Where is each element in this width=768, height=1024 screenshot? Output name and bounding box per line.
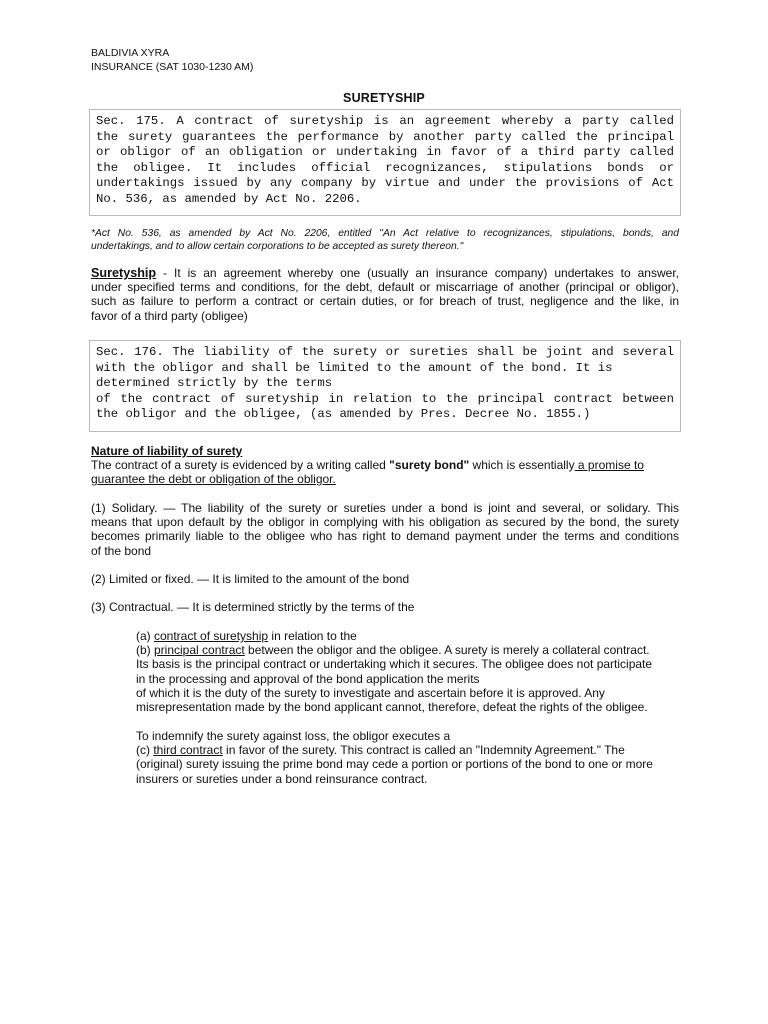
sec176-line: of the contract of suretyship in relation to the principal contract between: [96, 391, 674, 406]
principal-contract-term: principal contract: [154, 643, 245, 658]
item-b-line: in the processing and approval of the bond application the merits: [136, 671, 480, 686]
sec176-line: with the obligor and shall be limited to the amount of the bond. It is: [96, 360, 613, 375]
nature-line: [91, 458, 679, 472]
item-a-text: in relation to the: [268, 629, 357, 643]
course-info: INSURANCE (SAT 1030-1230 AM): [91, 61, 254, 73]
limited-line: (2) Limited or fixed. — It is limited to the amount of the bond: [91, 572, 410, 586]
note-line: *Act No. 536, as amended by Act No. 2206, entitled "An Act relative to recognizances, stipulations, bonds, and: [91, 228, 679, 239]
solidary-line: means that upon default by the obligor in complying with his obligation as secured by the bond, the surety: [91, 515, 679, 530]
act-footnote: [91, 227, 679, 253]
limited-paragraph: [91, 572, 679, 586]
solidary-line: becomes primarily liable to the obligee who has right to demand payment under the terms and conditions: [91, 529, 679, 544]
item-a-prefix: (a): [136, 629, 154, 643]
sec176-line: determined strictly by the terms: [96, 376, 333, 391]
item-b-text: between the obligor and the obligee. A surety is merely a collateral contract.: [244, 643, 650, 658]
surety-bond-term: "surety bond": [389, 458, 470, 472]
sec175-line: the obligee. It includes official recognizances, stipulations bonds or: [96, 160, 674, 175]
definition-line: under specified terms and conditions, for the debt, default or miscarriage of another (principal or obligor),: [91, 280, 679, 295]
definition-line: favor of a third party (obligee): [91, 308, 248, 323]
nature-paragraph: [91, 458, 679, 486]
sec175-line: or obligor of an obligation or undertaking in favor of a third party called: [96, 145, 674, 160]
item-b-line: of which it is the duty of the surety to investigate and ascertain before it is approved. Any: [136, 685, 605, 700]
student-name: BALDIVIA XYRA: [91, 47, 170, 59]
document-title: SURETYSHIP: [343, 91, 425, 105]
item-b-line: misrepresentation made by the bond applicant cannot, therefore, defeat the rights of the obligee.: [136, 700, 648, 715]
contractual-paragraph: [91, 600, 679, 614]
sec175-line: Sec. 175. A contract of suretyship is an agreement whereby a party called: [96, 114, 674, 128]
sec175-line: No. 536, as amended by Act No. 2206.: [96, 191, 362, 206]
item-a: [136, 629, 681, 643]
third-contract-term: third contract: [153, 743, 223, 758]
nature-text: which is essentially: [469, 458, 575, 472]
definition-text: - It is an agreement whereby one (usually an insurance company) undertakes to answer,: [156, 266, 679, 280]
item-b-line: Its basis is the principal contract or undertaking which it secures. The obligee does not participate: [136, 657, 653, 672]
contract-item-c: [136, 729, 681, 786]
item-c-line: (original) surety issuing the prime bond may cede a portion or portions of the bond to one or more: [136, 757, 653, 772]
solidary-paragraph: [91, 501, 679, 558]
suretyship-definition: [91, 266, 679, 323]
sec175-line: undertakings issued by any company by virtue and under the provisions of Act: [96, 176, 674, 191]
contract-of-suretyship-term: contract of suretyship: [154, 629, 269, 643]
sec175-line: the surety guarantees the performance by another party called the principal: [96, 129, 674, 144]
note-line: undertakings, and to allow certain corporations to be accepted as surety thereon.": [91, 241, 464, 252]
item-b-prefix: (b): [136, 643, 154, 658]
solidary-line: of the bond: [91, 543, 152, 558]
nature-heading: Nature of liability of surety: [91, 444, 243, 458]
definition-first-line: [91, 266, 679, 280]
contractual-line: (3) Contractual. — It is determined strictly by the terms of the: [91, 600, 415, 614]
item-c-prefix: (c): [136, 743, 154, 758]
indemnify-line: To indemnify the surety against loss, the obligor executes a: [136, 729, 451, 743]
definition-line: such as failure to perform a contract or certain duties, or for breach of trust, negligence and the like, in: [91, 294, 679, 309]
section-176-box: [89, 340, 681, 432]
solidary-line: (1) Solidary. — The liability of the surety or sureties under a bond is joint and several, or solidary. This: [91, 501, 679, 515]
nature-underlined-text: a promise to: [574, 458, 644, 472]
item-c-text: in favor of the surety. This contract is called an "Indemnity Agreement." The: [222, 743, 625, 758]
section-175-box: [89, 109, 681, 216]
item-b: [136, 643, 681, 657]
nature-underlined-line: guarantee the debt or obligation of the obligor.: [91, 472, 336, 487]
item-c-line: insurers or sureties under a bond reinsurance contract.: [136, 771, 428, 786]
suretyship-term: Suretyship: [91, 266, 157, 280]
sec176-line: the obligor and the obligee, (as amended by Pres. Decree No. 1855.): [96, 407, 591, 422]
contract-items-ab: [136, 629, 681, 714]
sec176-line: Sec. 176. The liability of the surety or sureties shall be joint and several: [96, 345, 674, 359]
student-header: [91, 46, 253, 74]
nature-text: The contract of a surety is evidenced by a writing called: [91, 458, 390, 472]
item-c: [136, 743, 681, 757]
